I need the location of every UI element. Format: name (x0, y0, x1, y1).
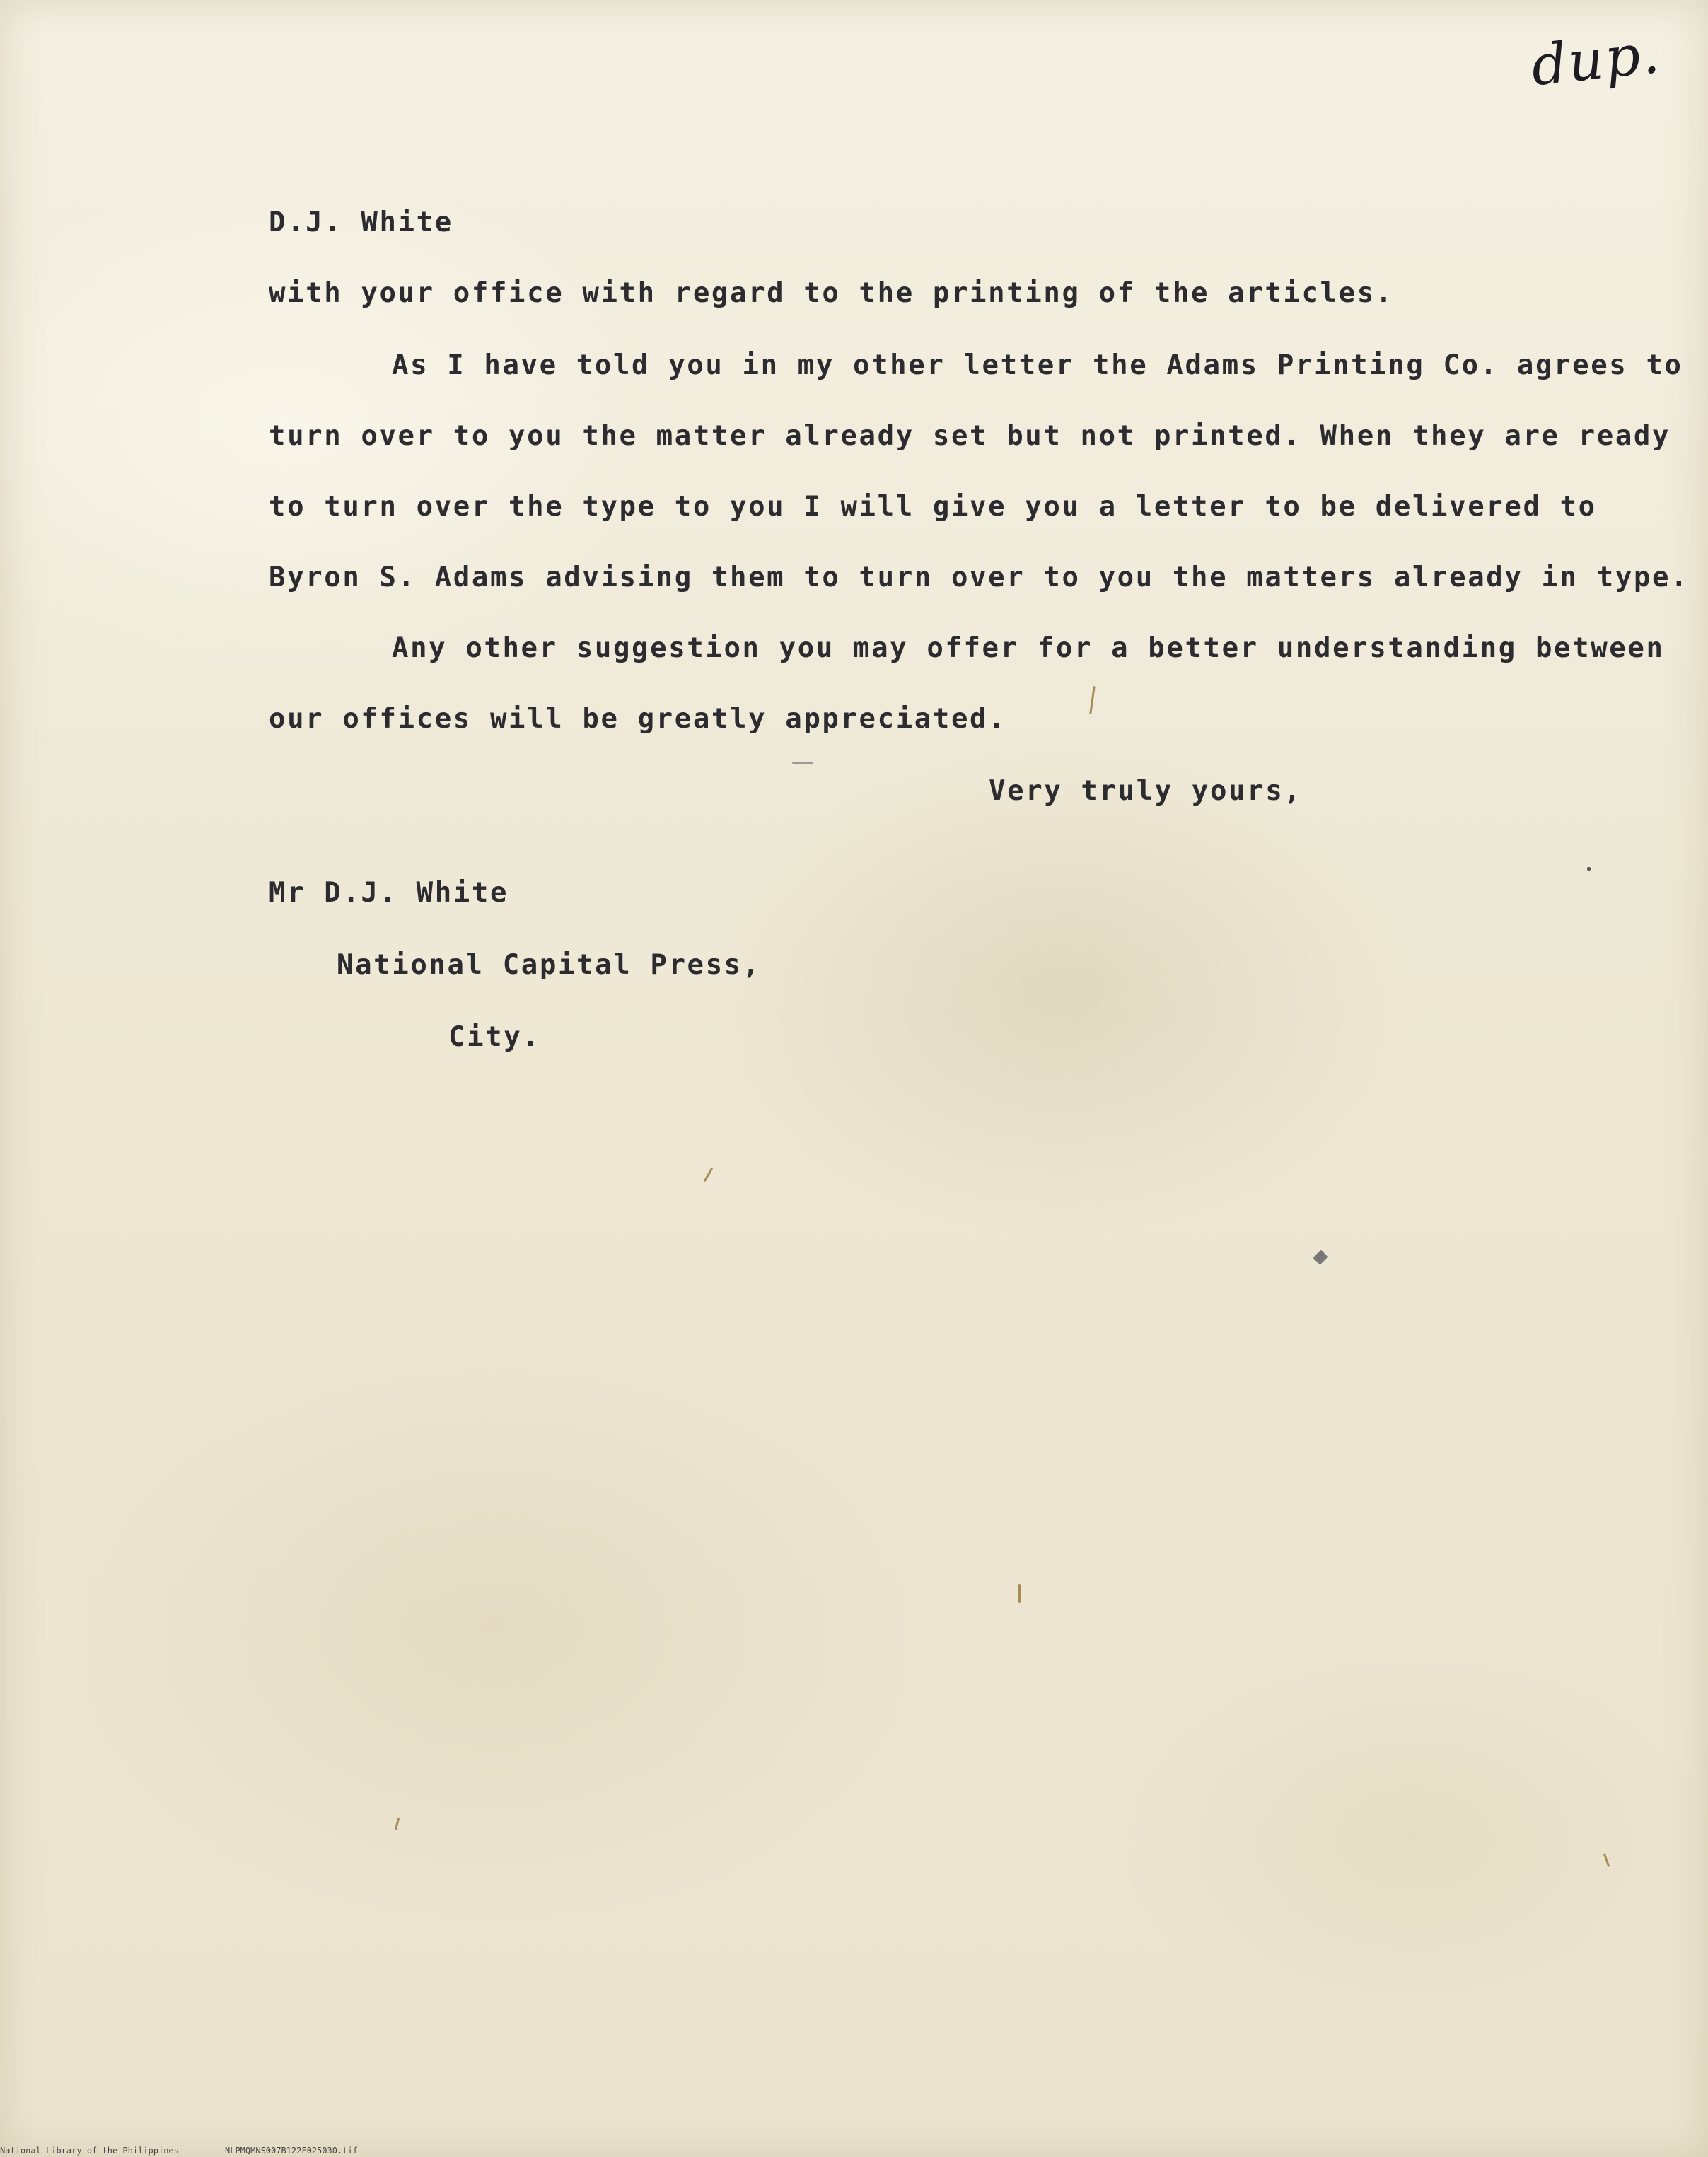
paper-mark (1313, 1250, 1328, 1264)
footer-filename: NLPMQMNS007B122F025030.tif (225, 2146, 358, 2156)
para2-line-4: Byron S. Adams advising them to turn over to you the matters already in type. (269, 562, 1690, 593)
paper-fiber (1603, 1853, 1610, 1867)
recipient-org: National Capital Press, (337, 949, 761, 981)
footer-library: National Library of the Philippines (0, 2146, 179, 2156)
recipient-name: Mr D.J. White (269, 877, 509, 909)
paper-mark (1587, 867, 1591, 871)
handwritten-annotation: dup. (1528, 21, 1664, 99)
para3-line-2: our offices will be greatly appreciated. (269, 703, 1007, 735)
body-line-1: with your office with regard to the printing of the articles. (269, 277, 1394, 309)
para2-line-2: turn over to you the matter already set but not printed. When they are ready (269, 420, 1671, 452)
paper-fiber (1018, 1584, 1021, 1603)
recipient-city: City. (448, 1021, 541, 1053)
para2-line-1: As I have told you in my other letter the Adams Printing Co. agrees to (392, 349, 1683, 381)
header-addressee: D.J. White (269, 207, 453, 238)
para2-line-3: to turn over the type to you I will give you a letter to be delivered to (269, 491, 1597, 523)
para3-line-1: Any other suggestion you may offer for a better understanding between (392, 632, 1665, 664)
paper-fiber (1089, 686, 1096, 714)
paper-mark (792, 762, 813, 764)
paper-fiber (704, 1168, 714, 1182)
closing: Very truly yours, (989, 775, 1303, 807)
paper-fiber (395, 1818, 400, 1830)
